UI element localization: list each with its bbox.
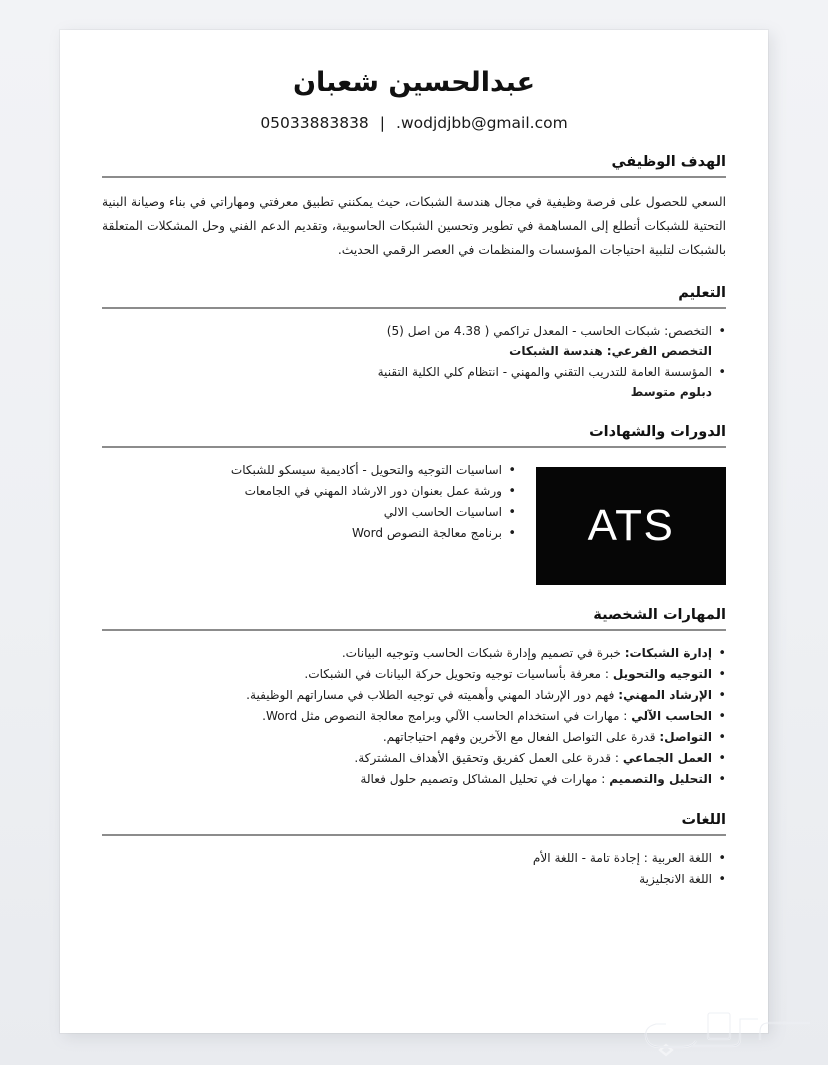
skill-desc: خبرة في تصميم وإدارة شبكات الحاسب وتوجيه البيانات. xyxy=(341,646,625,661)
candidate-name: عبدالحسين شعبان xyxy=(292,67,536,98)
list-item: • ورشة عمل بعنوان دور الارشاد المهني في الجامعات xyxy=(102,482,516,502)
list-item xyxy=(102,322,726,362)
skill-label: التحليل والتصميم xyxy=(609,772,712,787)
contact-line xyxy=(102,114,726,132)
list-item: • اساسيات الحاسب الالي xyxy=(102,503,516,523)
contact-separator: | xyxy=(379,113,386,132)
section-objective xyxy=(102,154,726,263)
section-title-skills: المهارات الشخصية xyxy=(593,607,726,624)
section-title-objective: الهدف الوظيفي xyxy=(611,153,726,170)
list-item xyxy=(102,749,726,769)
skill-desc: : مهارات في استخدام الحاسب الآلي وبرامج معالجة النصوص مثل Word. xyxy=(262,709,632,724)
skill-label: التواصل: xyxy=(659,730,712,745)
skill-desc: قدرة على التواصل الفعال مع الآخرين وفهم احتياجاتهم. xyxy=(382,730,660,745)
skill-desc: : معرفة بأساسيات توجيه وتحويل حركة البيانات في الشبكات. xyxy=(304,667,613,682)
section-education xyxy=(102,285,726,403)
section-courses xyxy=(102,424,726,585)
section-title-languages: اللغات xyxy=(681,812,726,829)
skill-label: العمل الجماعي xyxy=(622,751,712,766)
list-item xyxy=(102,770,726,790)
email-address: .wodjdjbb@gmail.com xyxy=(396,113,568,132)
education-line: التخصص: شبكات الحاسب - المعدل تراكمي ( 4.38 من اصل (5) xyxy=(386,323,712,338)
skills-list xyxy=(102,644,726,790)
resume-page xyxy=(60,30,768,1033)
ats-badge xyxy=(536,467,726,585)
phone-number: 05033883838 xyxy=(260,113,369,132)
list-item xyxy=(102,665,726,685)
education-list xyxy=(102,322,726,403)
courses-list xyxy=(102,461,516,545)
languages-list xyxy=(102,849,726,890)
skill-label: الإرشاد المهني: xyxy=(618,688,712,703)
list-item: • برنامج معالجة النصوص Word xyxy=(102,524,516,544)
list-item xyxy=(102,363,726,403)
section-languages xyxy=(102,812,726,890)
section-title-courses: الدورات والشهادات xyxy=(589,424,726,441)
skill-label: إدارة الشبكات: xyxy=(624,646,712,661)
skill-label: الحاسب الآلي xyxy=(631,709,712,724)
skill-desc: : قدرة على العمل كفريق وتحقيق الأهداف المشتركة. xyxy=(354,751,623,766)
list-item: • اساسيات التوجيه والتحويل - أكاديمية سيسكو للشبكات xyxy=(102,461,516,481)
list-item xyxy=(102,644,726,664)
skill-desc: فهم دور الإرشاد المهني وأهميته في توجيه الطلاب في مساراتهم الوظيفية. xyxy=(246,688,619,703)
skill-label: التوجيه والتحويل xyxy=(612,667,712,682)
ats-badge-label: ATS xyxy=(587,501,675,551)
education-sub: دبلوم متوسط xyxy=(630,384,712,399)
list-item: • اللغة العربية : إجادة تامة - اللغة الأم xyxy=(102,849,726,869)
section-title-education: التعليم xyxy=(678,284,726,301)
section-skills xyxy=(102,607,726,790)
education-line: المؤسسة العامة للتدريب التقني والمهني - انتظام كلي الكلية التقنية xyxy=(377,364,712,379)
list-item xyxy=(102,728,726,748)
resume-header xyxy=(102,66,726,132)
skill-desc: : مهارات في تحليل المشاكل وتصميم حلول فعالة xyxy=(360,772,610,787)
list-item xyxy=(102,686,726,706)
list-item: • اللغة الانجليزية xyxy=(102,870,726,890)
list-item xyxy=(102,707,726,727)
objective-text: السعي للحصول على فرصة وظيفية في مجال هندسة الشبكات، حيث يمكنني تطبيق معرفتي ومهاراتي في بناء وصيانة البنية التحتية للشبكات أتطلع إلى المساهمة في تطوير وتحسين الشبكات الحاسوبية، وتقديم الدعم الفني وحل المشكلات المتعلقة بالشبكات لتلبية احتياجات المؤسسات والمنظمات في العصر الرقمي الحديث. xyxy=(102,194,726,257)
education-sub: التخصص الفرعي: هندسة الشبكات xyxy=(509,343,712,358)
